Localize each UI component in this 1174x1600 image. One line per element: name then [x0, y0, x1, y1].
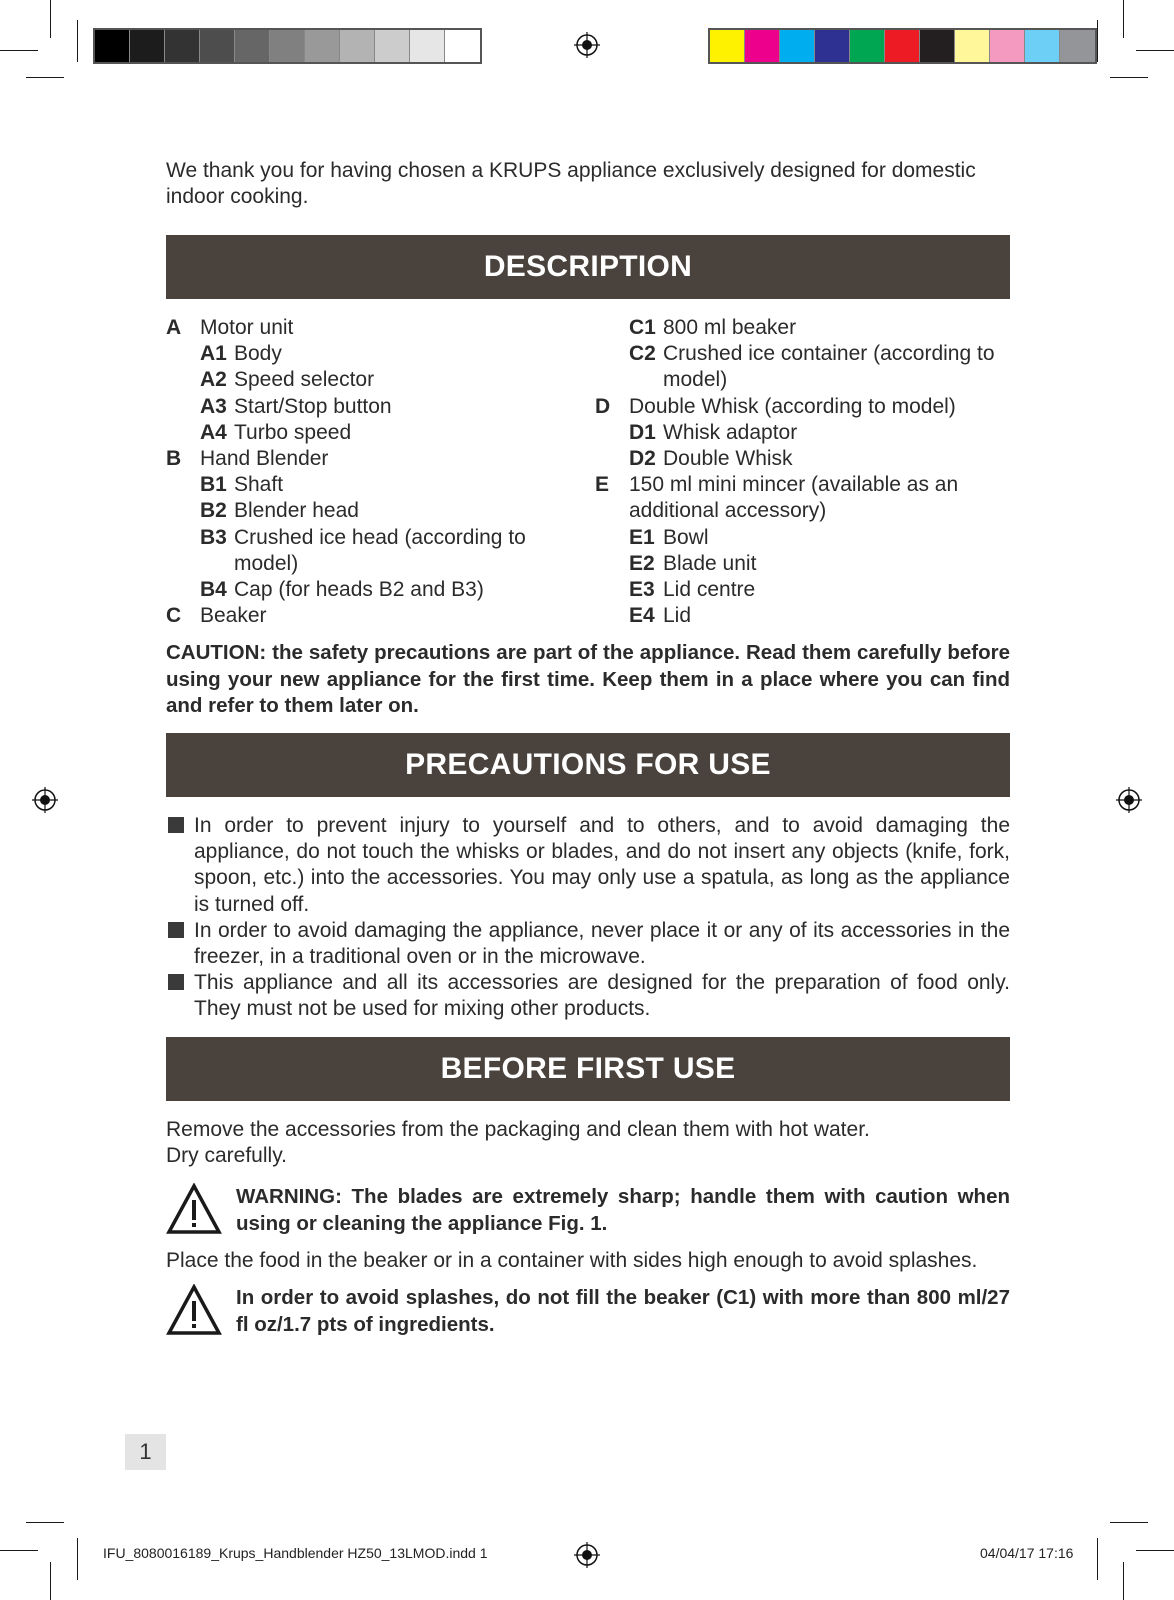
- description-item-text: 800 ml beaker: [663, 316, 797, 339]
- before-use-line: Dry carefully.: [166, 1144, 287, 1168]
- gray-swatch: [270, 30, 305, 62]
- description-item-key: C: [166, 604, 182, 628]
- description-item-text: 150 ml mini mincer (available as an additional accessory): [629, 473, 959, 523]
- gray-swatch: [445, 30, 480, 62]
- warning-text: WARNING: The blades are extremely sharp; handle them with caution when using or cleaning the appliance Fig. 1.: [236, 1185, 1010, 1235]
- crop-mark: [50, 0, 51, 38]
- description-item: [166, 420, 556, 446]
- square-bullet-icon: [168, 922, 184, 938]
- color-calibration-bar: [708, 28, 1097, 64]
- crop-mark: [26, 77, 64, 78]
- description-item-text: Shaft: [234, 473, 284, 497]
- description-item: [166, 367, 556, 393]
- description-item-text: Speed selector: [234, 368, 375, 392]
- color-swatch: [815, 30, 850, 62]
- description-item-key: E2: [629, 551, 655, 575]
- description-item-key: A1: [200, 342, 227, 366]
- description-item: [595, 472, 1010, 524]
- warning-block: [166, 1284, 1010, 1338]
- intro-paragraph: We thank you for having chosen a KRUPS appliance exclusively designed for domestic indoor cooking.: [166, 159, 976, 208]
- warning-text: In order to avoid splashes, do not fill the beaker (C1) with more than 800 ml/27 fl oz/1.7 pts of ingredients.: [236, 1286, 1010, 1336]
- gray-swatch: [200, 30, 235, 62]
- registration-mark-icon: [32, 787, 58, 813]
- precautions-list: [166, 813, 1010, 1023]
- warning-block: [166, 1183, 1010, 1237]
- gray-swatch: [375, 30, 410, 62]
- description-item: [595, 446, 1010, 472]
- list-item: [166, 918, 1010, 970]
- crop-mark: [0, 50, 38, 51]
- color-swatch: [780, 30, 815, 62]
- caution-notice: CAUTION: the safety precautions are part of the appliance. Read them carefully before using your new appliance for the first time. Keep them in a place where you can find and refer to them later on.: [166, 641, 1010, 717]
- crop-mark: [77, 1538, 78, 1580]
- color-swatch: [745, 30, 780, 62]
- description-item: [166, 394, 556, 420]
- crop-mark: [50, 1562, 51, 1600]
- description-item-text: Motor unit: [200, 316, 294, 339]
- square-bullet-icon: [168, 817, 184, 833]
- footer-timestamp: 04/04/17 17:16: [980, 1545, 1074, 1561]
- description-item-text: Crushed ice container (according to model): [663, 342, 995, 392]
- gray-swatch: [165, 30, 200, 62]
- grayscale-calibration-bar: [93, 28, 482, 64]
- description-item: [595, 577, 1010, 603]
- description-item-text: Beaker: [200, 604, 267, 628]
- description-item-text: Double Whisk (according to model): [629, 394, 956, 418]
- section-header-precautions: PRECAUTIONS FOR USE: [166, 733, 1010, 797]
- list-item: [166, 970, 1010, 1022]
- description-item-text: Start/Stop button: [234, 394, 392, 418]
- warning-triangle-icon: [166, 1183, 222, 1235]
- section-header-description: DESCRIPTION: [166, 235, 1010, 299]
- description-item-text: Lid centre: [663, 578, 756, 602]
- registration-mark-icon: [574, 32, 600, 58]
- description-item: [595, 551, 1010, 577]
- footer-filename: IFU_8080016189_Krups_Handblender HZ50_13LMOD.indd 1: [103, 1545, 488, 1561]
- crop-mark: [1136, 1550, 1174, 1551]
- description-item-key: A3: [200, 394, 227, 418]
- color-swatch: [1060, 30, 1095, 62]
- precaution-text: This appliance and all its accessories are designed for the preparation of food only. They must not be used for mixing other products.: [194, 971, 1010, 1021]
- crop-mark: [0, 1550, 38, 1551]
- description-list-right: [595, 315, 1010, 629]
- description-item-text: Hand Blender: [200, 447, 329, 471]
- before-use-paragraph: Place the food in the beaker or in a container with sides high enough to avoid splashes.: [166, 1249, 978, 1272]
- description-item-key: C2: [629, 342, 656, 366]
- description-item-text: Blender head: [234, 499, 359, 523]
- description-item-key: A2: [200, 368, 227, 392]
- before-use-line: Remove the accessories from the packaging and clean them with hot water.: [166, 1118, 870, 1141]
- registration-mark-icon: [574, 1542, 600, 1568]
- description-item: [166, 603, 556, 629]
- description-item-text: Turbo speed: [234, 420, 352, 444]
- precaution-text: In order to avoid damaging the appliance, never place it or any of its accessories in the freezer, in a traditional oven or in the microwave.: [194, 918, 1010, 969]
- crop-mark: [1110, 77, 1148, 78]
- color-swatch: [885, 30, 920, 62]
- description-item-text: Lid: [663, 604, 692, 628]
- crop-mark: [1136, 50, 1174, 51]
- description-item-key: C1: [629, 316, 656, 339]
- page-number: 1: [125, 1434, 166, 1470]
- description-item: [166, 472, 556, 498]
- crop-mark: [1123, 0, 1124, 38]
- description-item-key: B: [166, 447, 182, 471]
- description-item-key: E: [595, 473, 610, 497]
- description-item-key: B2: [200, 499, 227, 523]
- square-bullet-icon: [168, 974, 184, 990]
- description-item-key: D: [595, 394, 611, 418]
- gray-swatch: [340, 30, 375, 62]
- description-item: [166, 315, 556, 341]
- description-item-text: Blade unit: [663, 551, 757, 575]
- description-item-key: B4: [200, 578, 227, 602]
- description-item-text: Cap (for heads B2 and B3): [234, 578, 484, 602]
- crop-mark: [77, 20, 78, 62]
- description-item-key: B1: [200, 473, 227, 497]
- crop-mark: [26, 1522, 64, 1523]
- description-item: [595, 315, 1010, 341]
- color-swatch: [1025, 30, 1060, 62]
- crop-mark: [1110, 1522, 1148, 1523]
- color-swatch: [850, 30, 885, 62]
- description-item-key: D2: [629, 447, 656, 471]
- description-item-key: A: [166, 316, 182, 339]
- description-item: [166, 341, 556, 367]
- color-swatch: [955, 30, 990, 62]
- description-item-text: Bowl: [663, 525, 709, 549]
- gray-swatch: [95, 30, 130, 62]
- description-item: [595, 420, 1010, 446]
- crop-mark: [1097, 20, 1098, 62]
- color-swatch: [710, 30, 745, 62]
- list-item: [166, 813, 1010, 918]
- description-item: [595, 603, 1010, 629]
- description-item-key: E4: [629, 604, 655, 628]
- crop-mark: [1123, 1562, 1124, 1600]
- description-item-text: Body: [234, 342, 282, 366]
- description-item-key: E1: [629, 525, 655, 549]
- description-item: [595, 341, 1010, 393]
- gray-swatch: [410, 30, 445, 62]
- description-item-text: Whisk adaptor: [663, 420, 798, 444]
- description-item-key: D1: [629, 420, 656, 444]
- registration-mark-icon: [1116, 787, 1142, 813]
- description-list-left: [166, 315, 556, 629]
- description-item: [166, 577, 556, 603]
- before-use-paragraph: [166, 1117, 1010, 1169]
- description-item: [166, 525, 556, 577]
- section-header-before-first-use: BEFORE FIRST USE: [166, 1037, 1010, 1101]
- precaution-text: In order to prevent injury to yourself and to others, and to avoid damaging the appliance, do not touch the whisks or blades, and do not insert any objects (knife, fork, spoon, etc.) into the accessories. You may only use a spatula, as long as the appliance is turned off.: [194, 814, 1010, 916]
- description-item-key: B3: [200, 525, 227, 549]
- description-item: [595, 525, 1010, 551]
- description-item-text: Double Whisk: [663, 447, 793, 471]
- description-item-key: E3: [629, 578, 655, 602]
- gray-swatch: [305, 30, 340, 62]
- description-item-key: A4: [200, 420, 227, 444]
- color-swatch: [990, 30, 1025, 62]
- color-swatch: [920, 30, 955, 62]
- description-item: [595, 394, 1010, 420]
- description-item: [166, 446, 556, 472]
- gray-swatch: [235, 30, 270, 62]
- description-item: [166, 498, 556, 524]
- description-item-text: Crushed ice head (according to model): [234, 525, 526, 575]
- crop-mark: [1097, 1538, 1098, 1580]
- warning-triangle-icon: [166, 1284, 222, 1336]
- gray-swatch: [130, 30, 165, 62]
